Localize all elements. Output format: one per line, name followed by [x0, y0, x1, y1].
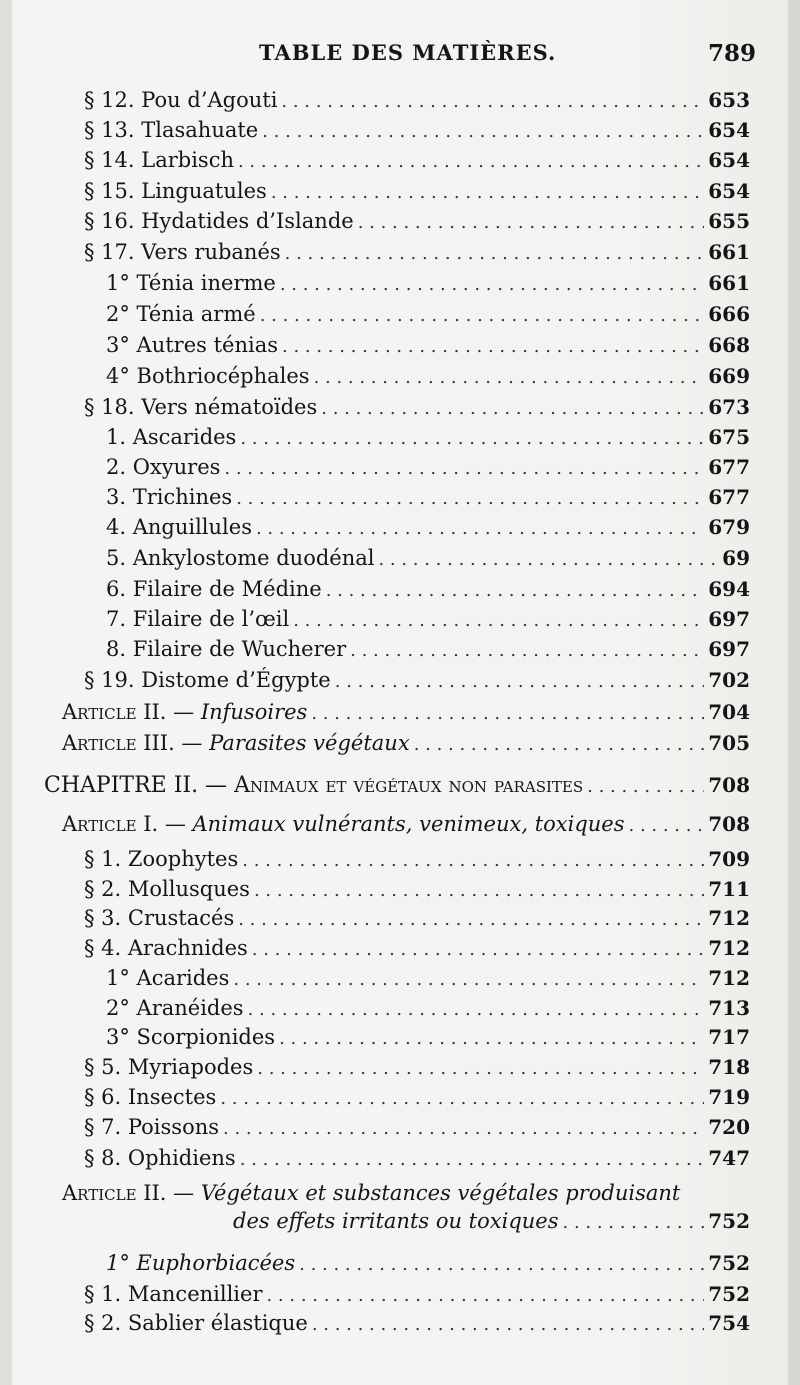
toc-entry [84, 1143, 750, 1173]
entry-label: 3° Autres ténias [106, 333, 278, 357]
entry-page: 654 [708, 179, 750, 203]
entry-page: 709 [708, 847, 750, 871]
entry-page: 754 [708, 1311, 750, 1335]
entry-page: 702 [708, 668, 750, 692]
entry-label: § 14. Larbisch [84, 148, 234, 172]
entry-label: 8. Filaire de Wucherer [106, 637, 347, 661]
entry-page: 655 [708, 209, 750, 233]
dot-leader [321, 394, 704, 424]
page-header [0, 38, 800, 78]
dot-leader [224, 454, 704, 484]
entry-page: 720 [708, 1115, 750, 1139]
entry-label: § 2. Mollusques [84, 877, 250, 901]
toc-entry [84, 1082, 750, 1112]
entry-page: 708 [708, 812, 750, 836]
toc-entry [106, 330, 750, 360]
toc-chapter [44, 770, 750, 800]
entry-page: 704 [708, 700, 750, 724]
page-number: 789 [708, 40, 757, 67]
dot-leader [281, 87, 704, 117]
entry-label: 5. Ankylostome duodénal [106, 546, 375, 570]
toc-entry [84, 1279, 750, 1309]
dot-leader [262, 117, 704, 147]
entry-label: Parasites végétaux [209, 731, 410, 755]
dot-leader [358, 208, 705, 238]
dot-leader [282, 332, 704, 362]
entry-page: 752 [708, 1209, 750, 1233]
dot-leader [280, 270, 704, 300]
entry-page: 719 [708, 1085, 750, 1109]
entry-label: des effets irritants ou toxiques [233, 1209, 559, 1233]
entry-label: Animaux et végétaux non parasites [234, 773, 584, 798]
toc-entry [106, 268, 750, 298]
toc-article [62, 1178, 750, 1208]
dot-leader [279, 1024, 704, 1054]
entry-page: 708 [708, 773, 750, 797]
entry-page: 712 [708, 936, 750, 960]
toc-entry [84, 237, 750, 267]
entry-page: 653 [708, 88, 750, 112]
entry-page: 661 [708, 240, 750, 264]
entry-page: 718 [708, 1055, 750, 1079]
entry-page: 675 [708, 425, 750, 449]
toc-entry [106, 1248, 750, 1278]
dot-leader [257, 1054, 704, 1084]
dot-leader [299, 1250, 704, 1280]
entry-label: § 6. Insectes [84, 1085, 217, 1109]
toc-entry [106, 604, 750, 634]
entry-page: 661 [708, 271, 750, 295]
dot-leader [335, 667, 705, 697]
toc-entry [84, 1052, 750, 1082]
dot-leader [326, 576, 705, 606]
entry-label: § 4. Arachnides [84, 936, 248, 960]
dot-leader [236, 484, 704, 514]
dot-leader [312, 1310, 704, 1340]
entry-label: § 13. Tlasahuate [84, 118, 259, 142]
article-prefix: Article II. — [62, 700, 201, 724]
running-title: TABLE DES MATIÈRES. [259, 40, 557, 65]
toc-entry [106, 299, 750, 329]
page-edge-right [788, 0, 800, 1385]
toc-article-continuation [233, 1206, 750, 1236]
toc-entry [84, 1112, 750, 1142]
dot-leader [240, 1145, 705, 1175]
toc-entry [84, 933, 750, 963]
dot-leader [238, 147, 704, 177]
entry-page: 679 [708, 515, 750, 539]
entry-page: 694 [708, 577, 750, 601]
toc-entry [106, 543, 750, 573]
toc-entry [106, 482, 750, 512]
dot-leader [248, 995, 705, 1025]
entry-label: Animaux vulnérants, venimeux, toxiques [192, 812, 625, 836]
toc-entry [84, 85, 750, 115]
entry-page: 705 [708, 731, 750, 755]
entry-label: § 2. Sablier élastique [84, 1311, 308, 1335]
dot-leader [256, 514, 704, 544]
entry-page: 654 [708, 148, 750, 172]
toc-entry [84, 903, 750, 933]
toc-entry [106, 1022, 750, 1052]
article-prefix: Article I. — [62, 812, 193, 836]
entry-page: 69 [722, 546, 750, 570]
entry-label: § 19. Distome d’Égypte [84, 668, 331, 692]
toc-entry [84, 176, 750, 206]
dot-leader [233, 965, 704, 995]
toc-entry [84, 665, 750, 695]
dot-leader [242, 846, 704, 876]
dot-leader [260, 301, 705, 331]
toc-article [62, 728, 750, 758]
entry-label: § 5. Myriapodes [84, 1055, 254, 1079]
entry-page: 697 [708, 607, 750, 631]
entry-page: 673 [708, 395, 750, 419]
entry-label: § 16. Hydatides d’Islande [84, 209, 354, 233]
entry-page: 747 [708, 1146, 750, 1170]
entry-label: § 1. Zoophytes [84, 847, 239, 871]
entry-page: 713 [708, 996, 750, 1020]
toc-entry [84, 392, 750, 422]
toc-entry [106, 452, 750, 482]
entry-page: 666 [708, 302, 750, 326]
entry-page: 717 [708, 1025, 750, 1049]
toc-entry [84, 145, 750, 175]
entry-label: § 17. Vers rubanés [84, 240, 281, 264]
entry-page: 752 [708, 1251, 750, 1275]
entry-label: 1° Acarides [106, 966, 230, 990]
article-prefix: Article III. — [62, 731, 210, 755]
entry-label: § 7. Poissons [84, 1115, 220, 1139]
dot-leader [563, 1208, 705, 1238]
entry-label: 1. Ascarides [106, 425, 237, 449]
entry-page: 712 [708, 966, 750, 990]
toc-entry [106, 361, 750, 391]
toc-article [62, 809, 750, 839]
entry-label: 3° Scorpionides [106, 1025, 276, 1049]
dot-leader [293, 606, 704, 636]
dot-leader [240, 424, 704, 454]
toc-entry [84, 874, 750, 904]
entry-page: 712 [708, 906, 750, 930]
dot-leader [587, 772, 704, 802]
dot-leader [378, 545, 718, 575]
entry-label: Végétaux et substances végétales produisant [200, 1181, 681, 1205]
entry-label: § 12. Pou d’Agouti [84, 88, 278, 112]
entry-label: 1° Euphorbiacées [106, 1251, 296, 1275]
entry-label: 2. Oxyures [106, 455, 221, 479]
entry-label: § 18. Vers nématoïdes [84, 395, 318, 419]
dot-leader [220, 1084, 704, 1114]
dot-leader [285, 239, 705, 269]
dot-leader [238, 905, 704, 935]
entry-label: 4° Bothriocéphales [106, 364, 310, 388]
toc-entry [106, 634, 750, 664]
toc-entry [106, 512, 750, 542]
chapter-prefix: CHAPITRE II. — [44, 773, 235, 798]
dot-leader [629, 811, 705, 841]
dot-leader [350, 636, 704, 666]
entry-page: 654 [708, 118, 750, 142]
dot-leader [314, 363, 705, 393]
toc-article [62, 697, 750, 727]
entry-label: 6. Filaire de Médine [106, 577, 322, 601]
entry-label: 7. Filaire de l’œil [106, 607, 290, 631]
entry-label: § 1. Mancenillier [84, 1282, 263, 1306]
dot-leader [271, 178, 704, 208]
entry-page: 752 [708, 1282, 750, 1306]
entry-page: 711 [708, 877, 750, 901]
dot-leader [252, 935, 704, 965]
entry-page: 677 [708, 455, 750, 479]
entry-label: § 8. Ophidiens [84, 1146, 236, 1170]
entry-label: § 15. Linguatules [84, 179, 267, 203]
toc-entry [106, 993, 750, 1023]
entry-label: 3. Trichines [106, 485, 233, 509]
page-edge-left [0, 0, 12, 1385]
entry-label: Infusoires [200, 700, 308, 724]
dot-leader [223, 1114, 704, 1144]
dot-leader [414, 730, 705, 760]
entry-label: 2° Ténia armé [106, 302, 256, 326]
entry-page: 697 [708, 637, 750, 661]
toc-entry [84, 115, 750, 145]
entry-label: 2° Aranéides [106, 996, 244, 1020]
dot-leader [311, 699, 704, 729]
entry-page: 668 [708, 333, 750, 357]
toc-entry [84, 844, 750, 874]
entry-label: 1° Ténia inerme [106, 271, 276, 295]
toc-entry [106, 963, 750, 993]
entry-label: 4. Anguillules [106, 515, 252, 539]
entry-page: 677 [708, 485, 750, 509]
article-prefix: Article II. — [62, 1181, 201, 1205]
dot-leader [266, 1281, 704, 1311]
toc-entry [84, 1308, 750, 1338]
toc-entry [84, 206, 750, 236]
toc-entry [106, 574, 750, 604]
entry-page: 669 [708, 364, 750, 388]
toc-entry [106, 422, 750, 452]
dot-leader [254, 876, 704, 906]
entry-label: § 3. Crustacés [84, 906, 235, 930]
